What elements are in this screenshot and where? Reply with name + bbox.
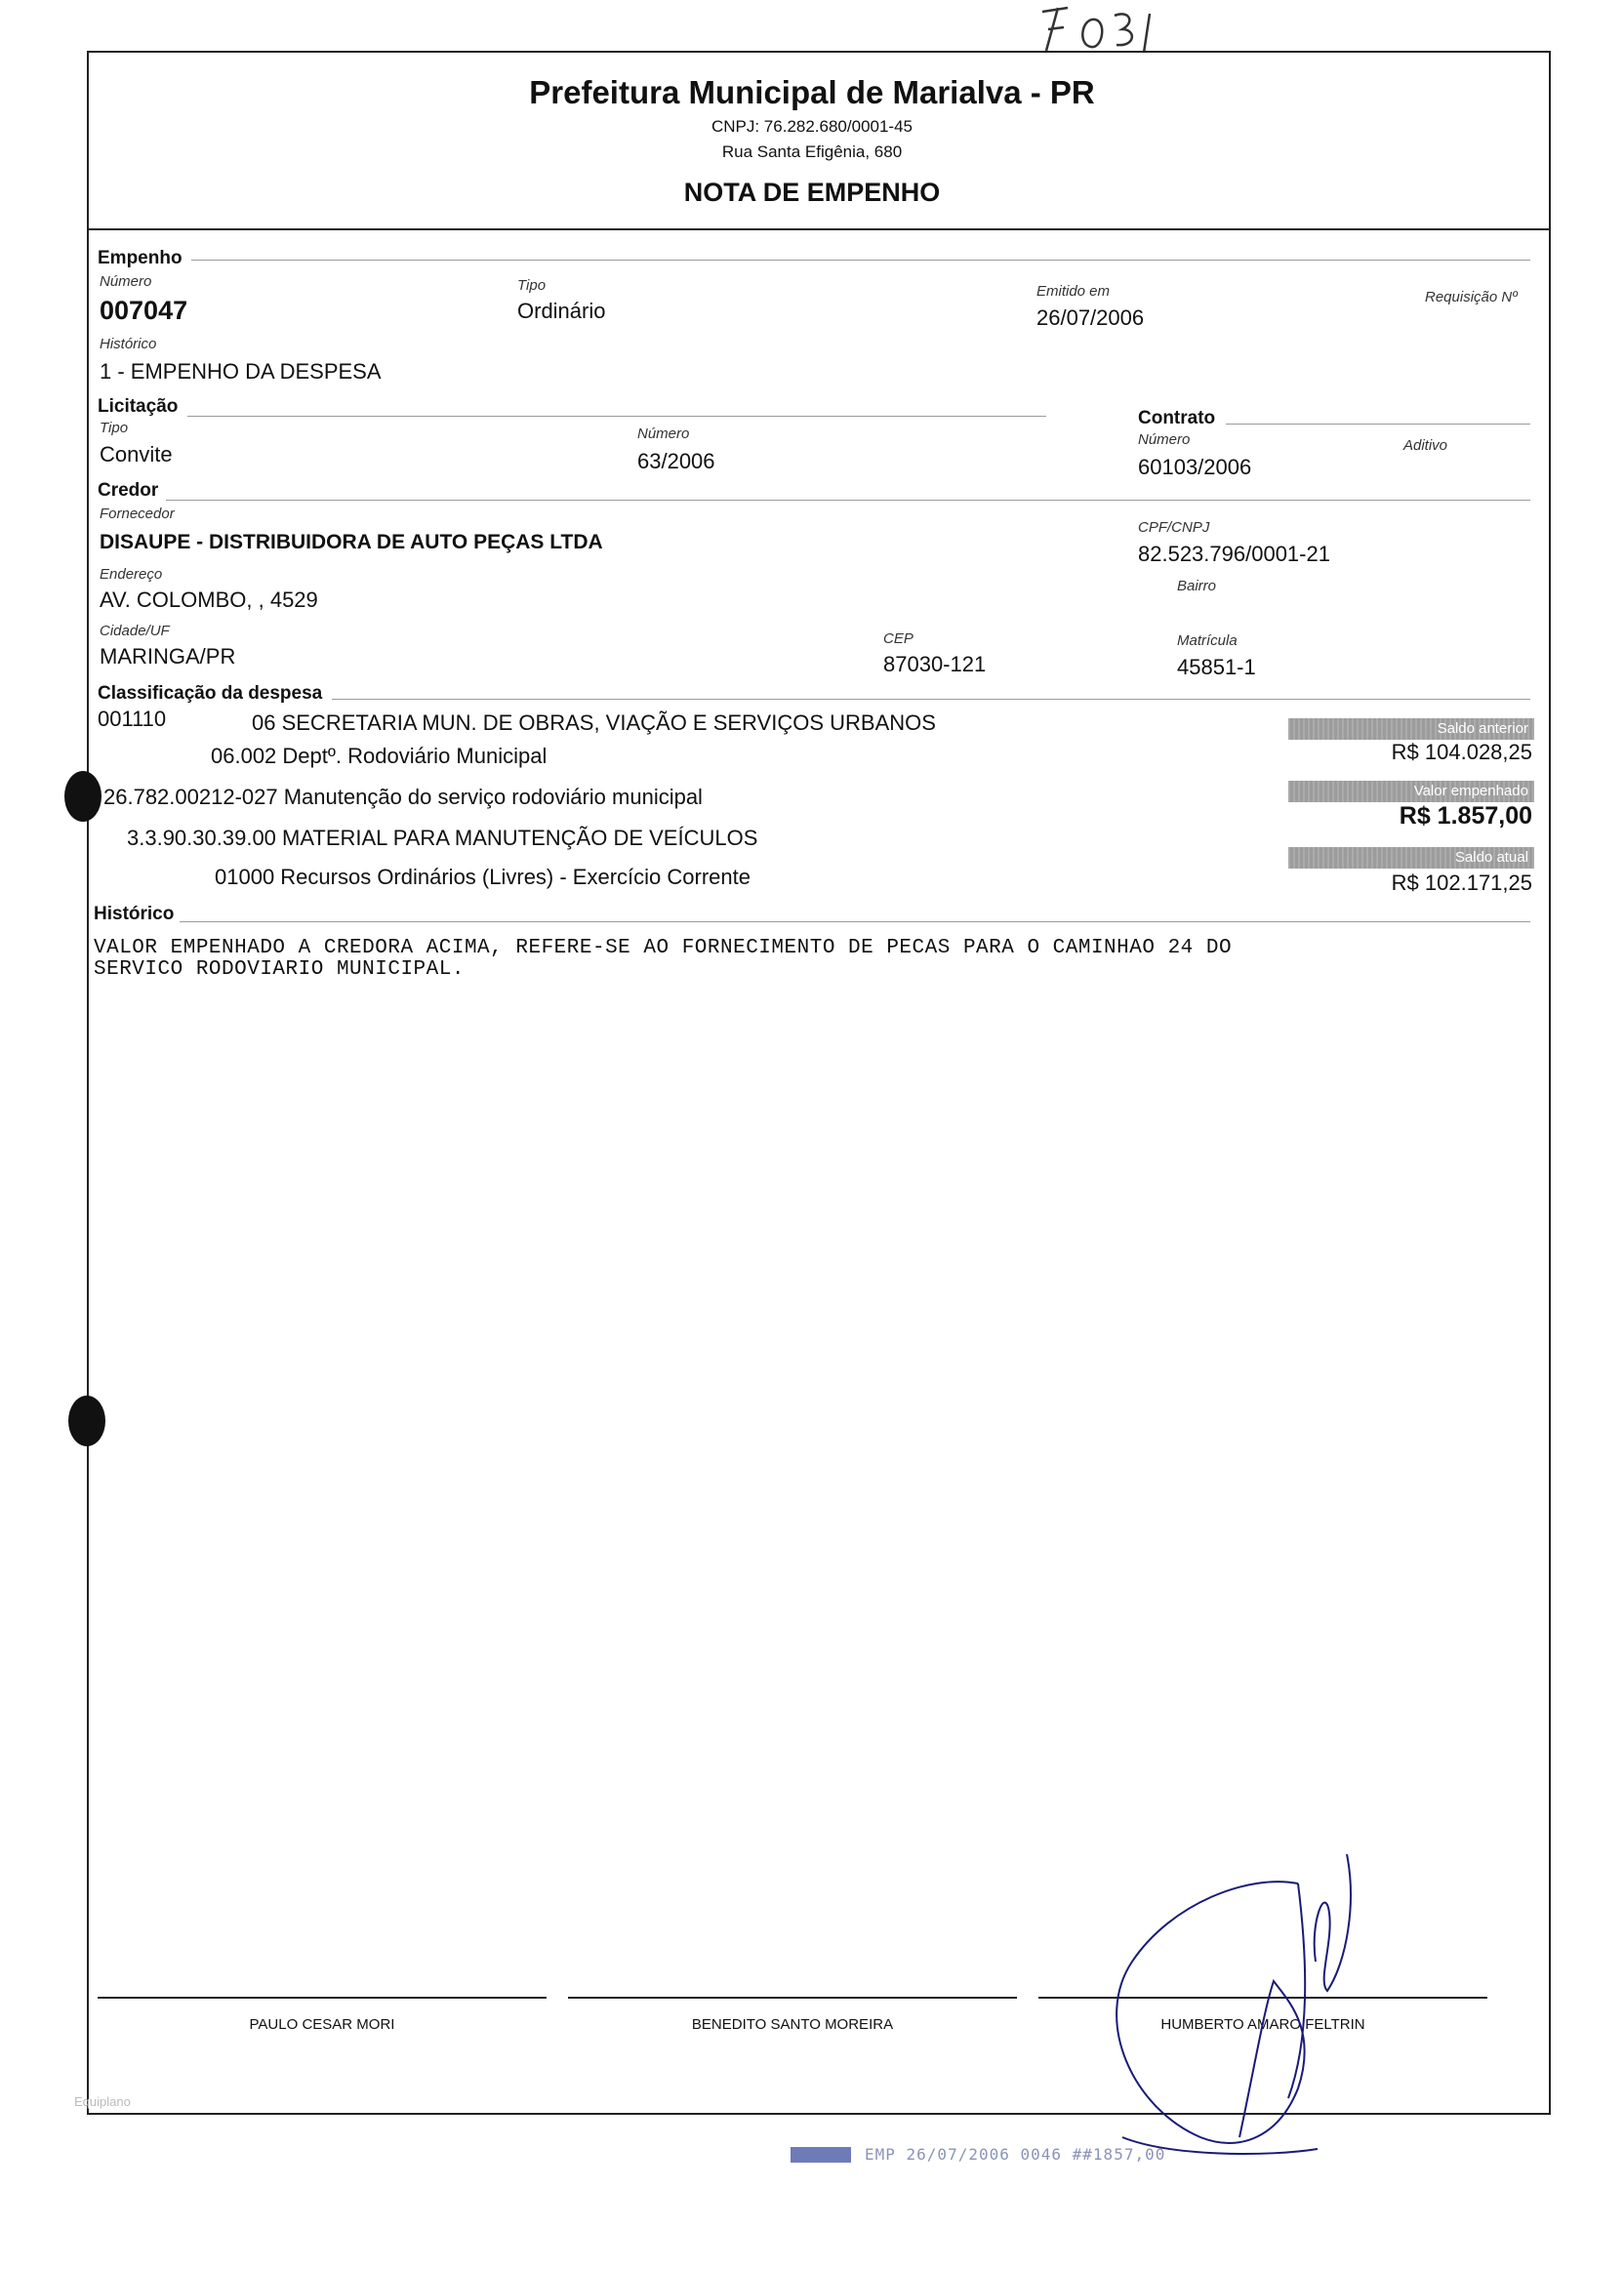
empenho-rule [191,260,1530,261]
section-licitacao: Licitação [98,396,179,417]
credor-cpf: 82.523.796/0001-21 [1138,542,1330,566]
section-empenho: Empenho [98,248,183,268]
handwritten-number-7031 [1035,0,1181,59]
credor-cpf-label: CPF/CNPJ [1138,519,1210,536]
credor-cidade-label: Cidade/UF [100,623,170,639]
empenho-emitido: 26/07/2006 [1036,305,1145,330]
header-address: Rua Santa Efigênia, 680 [721,142,903,161]
contrato-aditivo-label: Aditivo [1403,437,1448,454]
contrato-numero: 60103/2006 [1138,455,1252,479]
empenho-requisicao-label: Requisição Nº [1425,289,1518,305]
contrato-rule [1226,424,1530,425]
doc-title: NOTA DE EMPENHO [683,178,941,207]
licitacao-numero-label: Número [637,425,690,442]
handwritten-signature [1054,1844,1405,2176]
signature-name-2: BENEDITO SANTO MOREIRA [691,2016,894,2033]
section-historico: Histórico [94,904,175,924]
empenho-numero-label: Número [100,273,152,290]
classificacao-line1: 06 SECRETARIA MUN. DE OBRAS, VIAÇÃO E SERVIÇOS URBANOS [252,710,936,735]
credor-fornecedor-label: Fornecedor [100,506,175,522]
valor-empenhado: R$ 1.857,00 [1399,802,1532,830]
header-divider [87,228,1551,230]
empenho-historico-label: Histórico [100,336,157,352]
stamp-logo-icon [791,2147,851,2163]
historico-line2: SERVICO RODOVIARIO MUNICIPAL. [94,958,465,981]
signature-line-2 [568,1997,1017,1999]
saldo-anterior: R$ 104.028,25 [1391,740,1532,764]
credor-cep-label: CEP [883,630,914,647]
credor-endereco: AV. COLOMBO, , 4529 [100,588,318,612]
saldo-anterior-label: Saldo anterior [1288,718,1534,740]
classificacao-line3: 26.782.00212-027 Manutenção do serviço rodoviário municipal [103,785,703,809]
licitacao-rule [187,416,1046,417]
credor-matricula-label: Matrícula [1177,632,1238,649]
licitacao-tipo: Convite [100,442,173,466]
punch-hole-top [64,771,102,822]
valor-empenhado-label: Valor empenhado [1288,781,1534,802]
signature-line-1 [98,1997,547,1999]
credor-matricula: 45851-1 [1177,655,1256,679]
empenho-tipo-label: Tipo [517,277,547,294]
corner-label: Equiplano [74,2094,131,2109]
classificacao-line2: 06.002 Deptº. Rodoviário Municipal [211,744,548,768]
header-cnpj: CNPJ: 76.282.680/0001-45 [710,117,914,136]
saldo-atual: R$ 102.171,25 [1391,871,1532,895]
signature-name-3: HUMBERTO AMARO FELTRIN [1160,2016,1365,2033]
signature-name-1: PAULO CESAR MORI [249,2016,395,2033]
section-classificacao: Classificação da despesa [98,683,323,704]
classificacao-code: 001110 [98,707,167,731]
licitacao-tipo-label: Tipo [100,420,129,436]
stamp-text: EMP 26/07/2006 0046 ##1857,00 [865,2145,1166,2164]
empenho-tipo: Ordinário [517,299,606,323]
classificacao-rule [332,699,1530,700]
section-contrato: Contrato [1138,408,1216,428]
classificacao-line5: 01000 Recursos Ordinários (Livres) - Exercício Corrente [215,865,751,889]
credor-fornecedor: DISAUPE - DISTRIBUIDORA DE AUTO PEÇAS LTDA [100,531,603,553]
credor-rule [166,500,1530,501]
credor-endereco-label: Endereço [100,566,163,583]
contrato-numero-label: Número [1138,431,1191,448]
empenho-emitido-label: Emitido em [1036,283,1111,300]
licitacao-numero: 63/2006 [637,449,715,473]
footer-stamp [791,2145,1165,2164]
credor-bairro-label: Bairro [1177,578,1217,594]
saldo-atual-label: Saldo atual [1288,847,1534,869]
historico-rule [180,921,1530,922]
punch-hole-bottom [68,1396,105,1446]
section-credor: Credor [98,480,159,501]
empenho-historico: 1 - EMPENHO DA DESPESA [100,359,382,384]
classificacao-line4: 3.3.90.30.39.00 MATERIAL PARA MANUTENÇÃO DE VEÍCULOS [127,826,758,850]
credor-cidade: MARINGA/PR [100,644,236,669]
historico-line1: VALOR EMPENHADO A CREDORA ACIMA, REFERE-SE AO FORNECIMENTO DE PECAS PARA O CAMINHAO 24 DO [94,937,1233,959]
header-title: Prefeitura Municipal de Marialva - PR [529,74,1095,110]
credor-cep: 87030-121 [883,652,987,676]
empenho-numero: 007047 [100,296,188,325]
